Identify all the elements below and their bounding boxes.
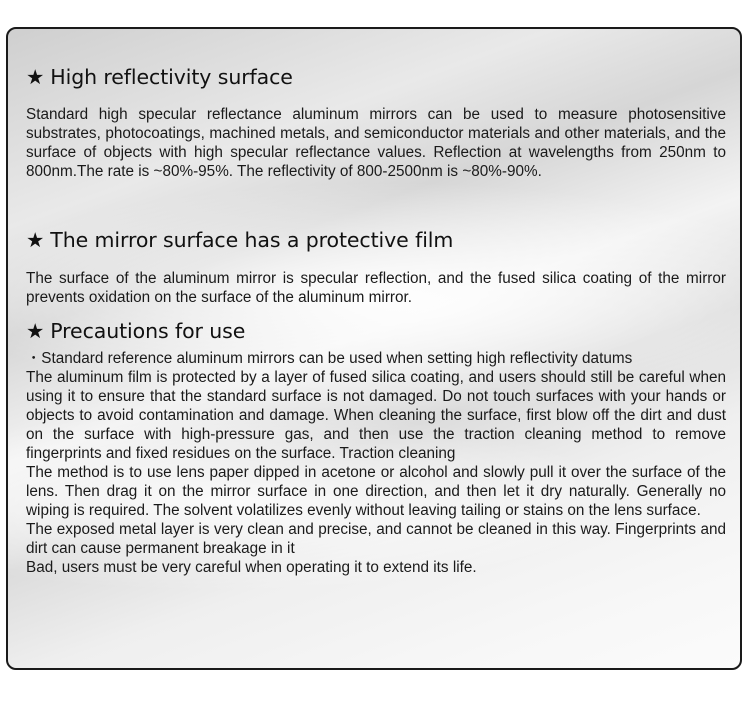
paragraph: ・Standard reference aluminum mirrors can be used when setting high reflectivity datums bbox=[26, 350, 633, 367]
section-heading-text: The mirror surface has a protective film bbox=[50, 228, 454, 252]
star-icon: ★ bbox=[26, 228, 45, 252]
section-body bbox=[26, 349, 726, 577]
section-high-reflectivity bbox=[26, 65, 726, 181]
section-precautions bbox=[26, 319, 726, 577]
paragraph: Bad, users must be very careful when operating it to extend its life. bbox=[26, 559, 477, 576]
star-icon: ★ bbox=[26, 65, 45, 89]
section-heading bbox=[26, 228, 726, 252]
section-body bbox=[26, 105, 726, 181]
paragraph: The aluminum film is protected by a layer of fused silica coating, and users should still be careful when using it to ensure that the standard surface is not damaged. Do not touch surfaces with your hands or objects to avoid contamination and damage. When cleaning the surface, first blow off the dirt and dust on the surface with high-pressure gas, and then use the traction cleaning method to remove fingerprints and fixed residues on the surface. Traction cleaning bbox=[26, 369, 726, 462]
paragraph: Standard high specular reflectance aluminum mirrors can be used to measure photosensitive substrates, photocoatings, machined metals, and semiconductor materials and other materials, and the surface of objects with high specular reflectance values. Reflection at wavelengths from 250nm to 800nm.The rate is ~80%-95%. The reflectivity of 800-2500nm is ~80%-90%. bbox=[26, 106, 726, 180]
paragraph: The method is to use lens paper dipped in acetone or alcohol and slowly pull it over the surface of the lens. Then drag it on the mirror surface in one direction, and then let it dry naturally. Generally no wiping is required. The solvent volatilizes evenly without leaving tailing or stains on the lens surface. bbox=[26, 464, 726, 519]
section-protective-film bbox=[26, 228, 726, 307]
star-icon: ★ bbox=[26, 319, 45, 343]
section-heading bbox=[26, 319, 726, 343]
section-body bbox=[26, 269, 726, 307]
section-heading-text: High reflectivity surface bbox=[50, 65, 293, 89]
paragraph: The exposed metal layer is very clean and precise, and cannot be cleaned in this way. Fingerprints and dirt can cause permanent breakage in it bbox=[26, 521, 726, 557]
paragraph: The surface of the aluminum mirror is specular reflection, and the fused silica coating of the mirror prevents oxidation on the surface of the aluminum mirror. bbox=[26, 270, 726, 306]
section-heading bbox=[26, 65, 726, 89]
section-heading-text: Precautions for use bbox=[50, 319, 246, 343]
content-panel bbox=[6, 27, 742, 670]
